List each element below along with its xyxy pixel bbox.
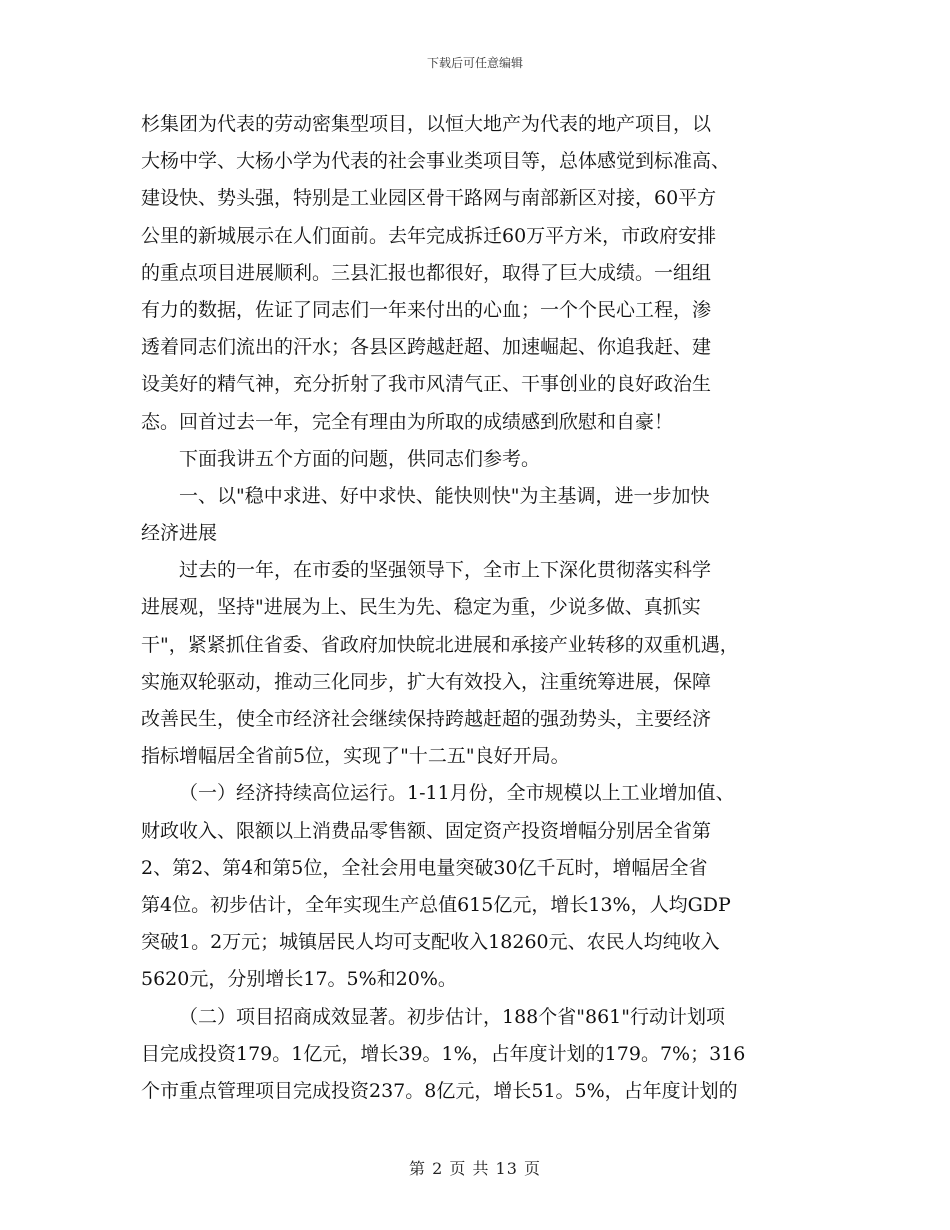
page-footer: 第 2 页 共 13 页: [409, 1159, 541, 1178]
text-line: （二）项目招商成效显著。初步估计，188个省"861"行动计划项: [179, 1005, 726, 1028]
text-line: 目完成投资179。1亿元，增长39。1%，占年度计划的179。7%；316: [141, 1042, 746, 1065]
text-line: 杉集团为代表的劳动密集型项目，以恒大地产为代表的地产项目，以: [141, 113, 712, 135]
text-line: 大杨中学、大杨小学为代表的社会事业类项目等，总体感觉到标准高、: [141, 150, 731, 173]
text-line: 突破1。2万元；城镇居民人均可支配收入18260元、农民人均纯收入: [141, 931, 720, 954]
text-line: 5620元，分别增长17。5%和20%。: [141, 968, 457, 991]
page-header: 下载后可任意编辑: [426, 56, 523, 70]
section-heading: 经济进展: [141, 522, 218, 545]
text-line: 改善民生，使全市经济社会继续保持跨越赶超的强劲势头，主要经济: [141, 708, 712, 730]
text-line: 过去的一年，在市委的坚强领导下，全市上下深化贯彻落实科学: [179, 559, 712, 582]
text-line: 个市重点管理项目完成投资237。8亿元，增长51。5%，占年度计划的: [141, 1079, 738, 1102]
text-line: 的重点项目进展顺利。三县汇报也都很好，取得了巨大成绩。一组组: [141, 261, 712, 284]
text-line: 第4位。初步估计，全年实现生产总值615亿元，增长13%，人均GDP: [141, 893, 731, 916]
text-line: 指标增幅居全省前5位，实现了"十二五"良好开局。: [141, 745, 570, 768]
text-line: 建设快、势头强，特别是工业园区骨干路网与南部新区对接，60平方: [141, 187, 717, 210]
text-line: 财政收入、限额以上消费品零售额、固定资产投资增幅分别居全省第: [141, 819, 712, 842]
section-heading: 一、以"稳中求进、好中求快、能快则快"为主基调，进一步加快: [179, 484, 710, 507]
text-line: 进展观，坚持"进展为上、民生为先、稳定为重，少说多做、真抓实: [141, 596, 701, 619]
text-line: 干"，紧紧抓住省委、省政府加快皖北进展和承接产业转移的双重机遇，: [141, 633, 739, 656]
document-body: [141, 106, 821, 1110]
text-line: 态。回首过去一年，完全有理由为所取的成绩感到欣慰和自豪！: [141, 410, 674, 433]
text-line: 实施双轮驱动，推动三化同步，扩大有效投入，注重统筹进展，保障: [141, 670, 712, 693]
text-line: 设美好的精气神，充分折射了我市风清气正、干事创业的良好政治生: [141, 373, 712, 396]
text-line: 2、第2、第4和第5位，全社会用电量突破30亿千瓦时，增幅居全省: [141, 856, 708, 879]
text-line: 下面我讲五个方面的问题，供同志们参考。: [179, 447, 541, 470]
text-line: 有力的数据，佐证了同志们一年来付出的心血；一个个民心工程，渗: [141, 298, 712, 321]
text-line: 公里的新城展示在人们面前。去年完成拆迁60万平方米，市政府安排: [141, 224, 717, 247]
text-line: 透着同志们流出的汗水；各县区跨越赶超、加速崛起、你追我赶、建: [141, 336, 712, 359]
text-line: （一）经济持续高位运行。1-11月份，全市规模以上工业增加值、: [179, 782, 735, 805]
